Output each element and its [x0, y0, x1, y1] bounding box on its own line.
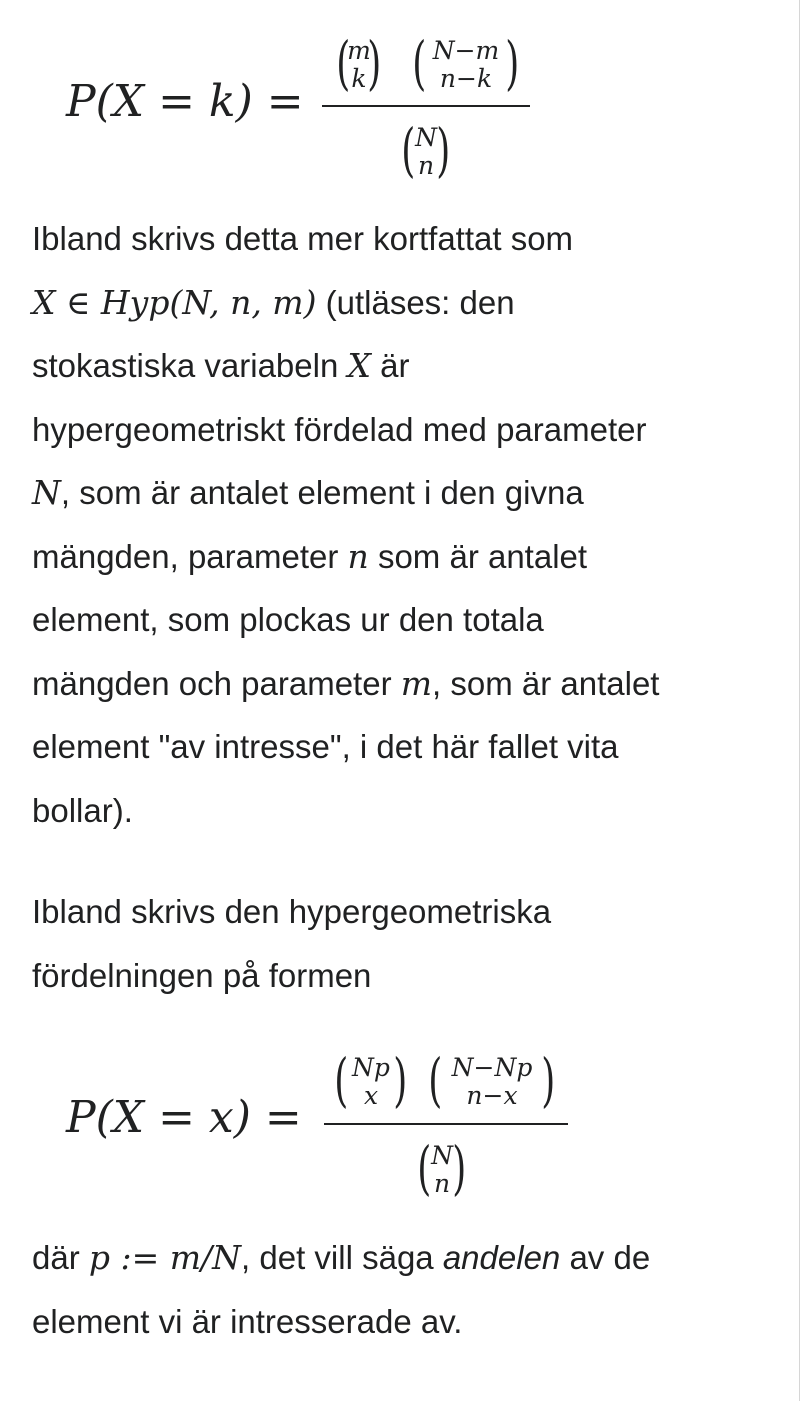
p3-line1-pre: där [32, 1239, 89, 1276]
formula2-binom-Np-x: ( Np x ) [334, 1046, 408, 1114]
p1-line2-text: (utläses: den [316, 283, 515, 321]
formula2-fraction-line [324, 1123, 568, 1125]
paragraph-p-definition [32, 1226, 782, 1353]
formula1-fraction-line [322, 105, 530, 107]
p1-line10: bollar). [32, 791, 133, 829]
math-x: X [347, 346, 371, 385]
paragraph-hyp-notation [32, 207, 782, 842]
paragraph-alt-form [32, 880, 782, 1007]
p1-line6-end: som är antalet [368, 537, 588, 575]
math-m: m [400, 663, 433, 703]
p1-line6-text: mängden, parameter [32, 537, 348, 575]
p1-line5-text: , som är antalet element i den givna [60, 474, 584, 511]
p3-line2: element vi är intresserade av. [32, 1302, 463, 1340]
p1-line3-end: är [370, 347, 410, 384]
p2-line1: Ibland skrivs den hypergeometriska [32, 893, 552, 930]
p1-line7: element, som plockas ur den totala [32, 601, 544, 638]
math-n: n [347, 536, 369, 576]
p2-line2: fördelningen på formen [32, 956, 372, 994]
formula1-binom-N-n: ( N n ) [401, 116, 451, 184]
p3-line1-mid: , det vill säga [241, 1239, 443, 1276]
formula2-binom-N-n: ( N n ) [417, 1134, 467, 1202]
p1-line8-text: mängden och parameter [32, 664, 401, 702]
formula2-lhs: P(X = x) = [66, 1092, 302, 1143]
p3-line1-end: av de [560, 1239, 651, 1276]
math-x-in-hyp: X ∈ Hyp(N, n, m) [32, 282, 317, 322]
emphasis-andelen: andelen [442, 1239, 561, 1276]
p1-line8-end: , som är antalet [432, 664, 660, 702]
p1-line3-text: stokastiska variabeln [32, 347, 348, 384]
p1-line9: element "av intresse", i det här fallet vita [32, 728, 619, 765]
formula2-binom-NNp-nx: ( N−Np n−x ) [428, 1046, 556, 1114]
formula1-binom-m-k: ( m k ) [336, 29, 382, 97]
p1-line4: hypergeometriskt fördelad med parameter [32, 410, 647, 448]
formula1-binom-Nm-nk: ( N−m n−k ) [412, 29, 520, 97]
math-p-def: p := m/N [88, 1238, 242, 1277]
formula1-lhs: P(X = k) = [66, 76, 304, 127]
p1-line1: Ibland skrivs detta mer kortfattat som [32, 220, 574, 257]
math-N: N [32, 473, 61, 512]
